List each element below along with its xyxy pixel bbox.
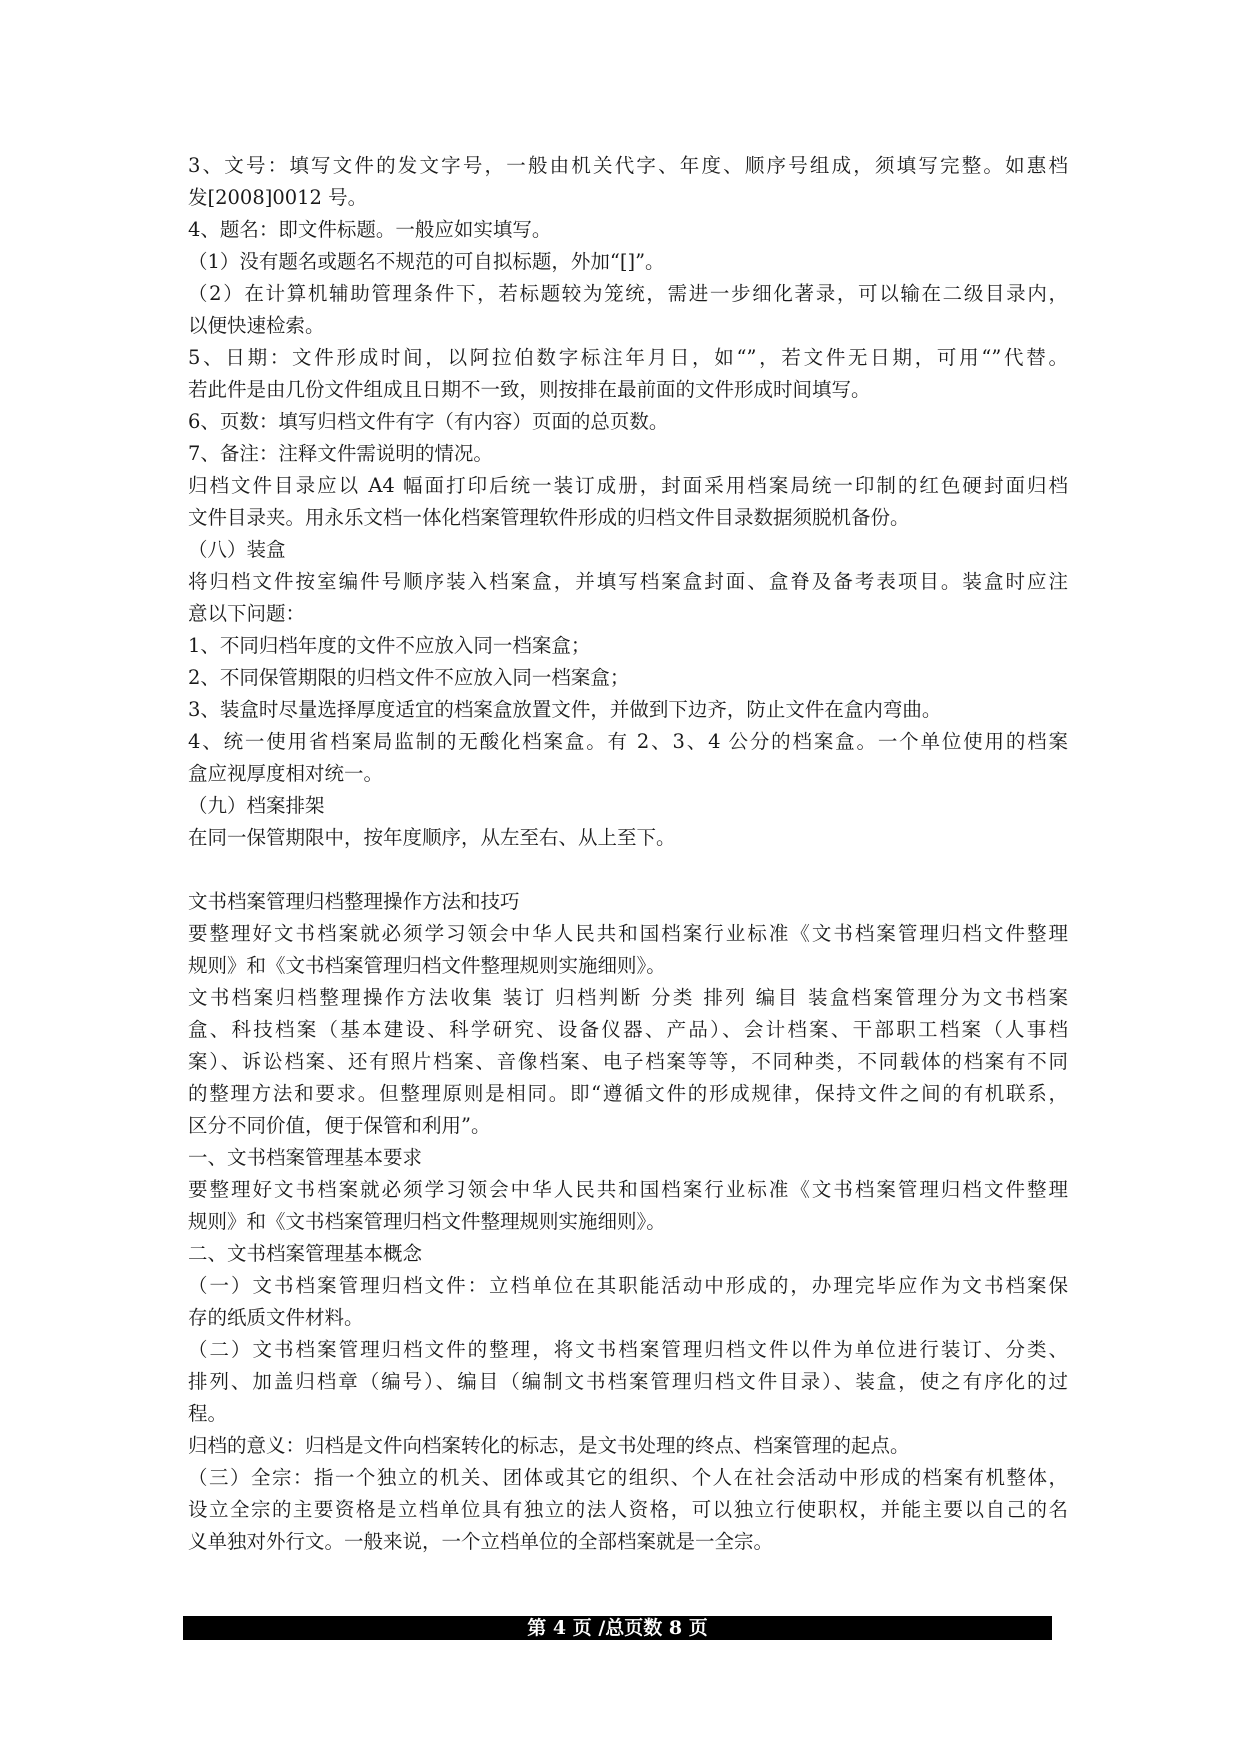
text-line: （二）文书档案管理归档文件的整理，将文书档案管理归档文件以件为单位进行装订、分类、 bbox=[188, 1338, 1068, 1361]
text-line: （八）装盒 bbox=[188, 538, 286, 561]
text-line: （一）文书档案管理归档文件：立档单位在其职能活动中形成的，办理完毕应作为文书档案保 bbox=[188, 1274, 1068, 1297]
text-line: 6、页数：填写归档文件有字（有内容）页面的总页数。 bbox=[188, 410, 669, 433]
text-line: 二、文书档案管理基本概念 bbox=[188, 1242, 423, 1265]
text-line: 7、备注：注释文件需说明的情况。 bbox=[188, 442, 493, 465]
text-line: 4、题名：即文件标题。一般应如实填写。 bbox=[188, 218, 552, 241]
text-line: 存的纸质文件材料。 bbox=[188, 1306, 364, 1329]
text-line: 3、装盒时尽量选择厚度适宜的档案盒放置文件，并做到下边齐，防止文件在盒内弯曲。 bbox=[188, 698, 942, 721]
text-line: 义单独对外行文。一般来说，一个立档单位的全部档案就是一全宗。 bbox=[188, 1530, 774, 1553]
page-footer-bar bbox=[183, 1616, 1052, 1640]
text-line: 5、日期：文件形成时间，以阿拉伯数字标注年月日，如“”，若文件无日期，可用“”代替。 bbox=[188, 346, 1068, 369]
text-line: 盒应视厚度相对统一。 bbox=[188, 762, 384, 785]
text-line: 排列、加盖归档章（编号）、编目（编制文书档案管理归档文件目录）、装盒，使之有序化的过 bbox=[188, 1370, 1068, 1393]
text-line: 4、统一使用省档案局监制的无酸化档案盒。有 2、3、4 公分的档案盒。一个单位使用的档案 bbox=[188, 730, 1068, 753]
text-line: 规则》和《文书档案管理归档文件整理规则实施细则》。 bbox=[188, 1210, 666, 1233]
text-line: 以便快速检索。 bbox=[188, 314, 325, 337]
text-line: （九）档案排架 bbox=[188, 794, 325, 817]
text-line: 文书档案管理归档整理操作方法和技巧 bbox=[188, 890, 520, 913]
text-line: 归档的意义：归档是文件向档案转化的标志，是文书处理的终点、档案管理的起点。 bbox=[188, 1434, 910, 1457]
text-line: 案）、诉讼档案、还有照片档案、音像档案、电子档案等等，不同种类，不同载体的档案有不同 bbox=[188, 1050, 1068, 1073]
text-line: 要整理好文书档案就必须学习领会中华人民共和国档案行业标准《文书档案管理归档文件整理 bbox=[188, 1178, 1068, 1201]
page-number-label: 第 4 页 /总页数 8 页 bbox=[527, 1617, 708, 1639]
text-line: 若此件是由几份文件组成且日期不一致，则按排在最前面的文件形成时间填写。 bbox=[188, 378, 871, 401]
text-line: 在同一保管期限中，按年度顺序，从左至右、从上至下。 bbox=[188, 826, 676, 849]
text-line: 归档文件目录应以 A4 幅面打印后统一装订成册，封面采用档案局统一印制的红色硬封面归档 bbox=[188, 474, 1068, 497]
text-line: （三）全宗：指一个独立的机关、团体或其它的组织、个人在社会活动中形成的档案有机整体， bbox=[188, 1466, 1068, 1489]
text-line: 3、文号：填写文件的发文字号，一般由机关代字、年度、顺序号组成，须填写完整。如惠档 bbox=[188, 154, 1068, 177]
text-line: 程。 bbox=[188, 1402, 228, 1425]
text-line: 的整理方法和要求。但整理原则是相同。即“遵循文件的形成规律，保持文件之间的有机联系， bbox=[188, 1082, 1068, 1105]
text-line: 设立全宗的主要资格是立档单位具有独立的法人资格，可以独立行使职权，并能主要以自己的名 bbox=[188, 1498, 1068, 1521]
text-line: 意以下问题： bbox=[188, 602, 306, 625]
text-line: 发[2008]0012 号。 bbox=[188, 186, 368, 209]
text-line: 规则》和《文书档案管理归档文件整理规则实施细则》。 bbox=[188, 954, 666, 977]
text-line: 文书档案归档整理操作方法收集 装订 归档判断 分类 排列 编目 装盒档案管理分为文书档案 bbox=[188, 986, 1068, 1009]
text-line: 区分不同价值，便于保管和利用”。 bbox=[188, 1114, 491, 1137]
text-line: 将归档文件按室编件号顺序装入档案盒，并填写档案盒封面、盒脊及备考表项目。装盒时应注 bbox=[188, 570, 1068, 593]
text-line: 一、文书档案管理基本要求 bbox=[188, 1146, 423, 1169]
text-line: （1）没有题名或题名不规范的可自拟标题，外加“[]”。 bbox=[188, 250, 665, 273]
text-line: 2、不同保管期限的归档文件不应放入同一档案盒； bbox=[188, 666, 630, 689]
text-line: 要整理好文书档案就必须学习领会中华人民共和国档案行业标准《文书档案管理归档文件整理 bbox=[188, 922, 1068, 945]
text-line: 盒、科技档案（基本建设、科学研究、设备仪器、产品）、会计档案、干部职工档案（人事档 bbox=[188, 1018, 1068, 1041]
text-line: 1、不同归档年度的文件不应放入同一档案盒； bbox=[188, 634, 591, 657]
text-line: 文件目录夹。用永乐文档一体化档案管理软件形成的归档文件目录数据须脱机备份。 bbox=[188, 506, 910, 529]
text-line: （2）在计算机辅助管理条件下，若标题较为笼统，需进一步细化著录，可以输在二级目录内， bbox=[188, 282, 1068, 305]
